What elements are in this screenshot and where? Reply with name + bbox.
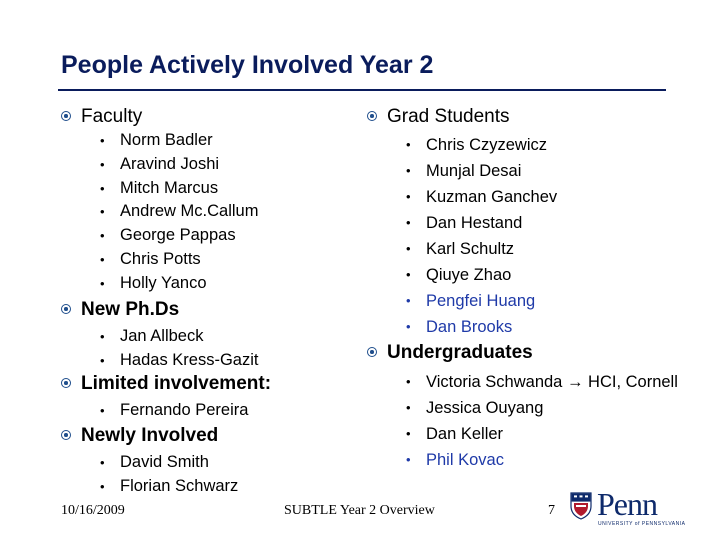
list-item: • Holly Yanco [100,272,258,296]
new-phds-list [100,325,258,373]
section-bullet-icon [61,304,71,314]
list-item: • Qiuye Zhao [406,262,557,288]
list-item: • Jessica Ouyang [406,395,678,421]
list-item: • Chris Czyzewicz [406,132,557,158]
grad-students-list [406,132,557,340]
list-item: • Munjal Desai [406,158,557,184]
grad-students-heading-text: Grad Students [387,106,510,127]
penn-shield-icon [570,492,592,520]
footer-title: SUBTLE Year 2 Overview [284,503,435,518]
section-bullet-icon [61,430,71,440]
list-item[interactable]: • Phil Kovac [406,447,678,473]
list-item: • Jan Allbeck [100,325,258,349]
footer-date: 10/16/2009 [61,503,125,518]
list-item: • Kuzman Ganchev [406,184,557,210]
faculty-heading-text: Faculty [81,106,143,127]
undergraduates-list [406,369,678,473]
faculty-list [100,129,258,296]
list-item: • Aravind Joshi [100,153,258,177]
newly-heading-text: Newly Involved [81,425,219,446]
section-bullet-icon [367,347,377,357]
list-item: • Florian Schwarz [100,475,238,499]
undergraduates-heading [367,342,533,364]
list-item: • Mitch Marcus [100,177,258,201]
grad-students-heading [367,106,510,128]
list-item: • Fernando Pereira [100,399,248,423]
list-item: • Hadas Kress-Gazit [100,349,258,373]
newly-list [100,451,238,499]
list-item: • Dan Keller [406,421,678,447]
limited-heading [61,373,271,395]
penn-logo-subtext: UNIVERSITY of PENNSYLVANIA [598,521,686,527]
new-phds-heading [61,299,179,321]
section-bullet-icon [61,111,71,121]
list-item: • Andrew Mc.Callum [100,200,258,224]
page-number: 7 [548,503,555,518]
undergraduates-heading-text: Undergraduates [387,342,533,363]
list-item: • Karl Schultz [406,236,557,262]
new-phds-heading-text: New Ph.Ds [81,299,180,320]
list-item: • Dan Hestand [406,210,557,236]
list-item: • Victoria Schwanda → HCI, Cornell [406,369,678,395]
faculty-heading [61,106,142,128]
section-bullet-icon [61,378,71,388]
list-item: • George Pappas [100,224,258,248]
list-item[interactable]: • Dan Brooks [406,314,557,340]
section-bullet-icon [367,111,377,121]
list-item: • David Smith [100,451,238,475]
title-underline [58,89,666,91]
list-item: • Norm Badler [100,129,258,153]
limited-list [100,399,248,423]
slide-title: People Actively Involved Year 2 [61,51,434,79]
penn-logo-text: Penn [597,486,657,522]
limited-heading-text: Limited involvement: [81,373,272,394]
newly-heading [61,425,218,447]
list-item[interactable]: • Pengfei Huang [406,288,557,314]
list-item: • Chris Potts [100,248,258,272]
